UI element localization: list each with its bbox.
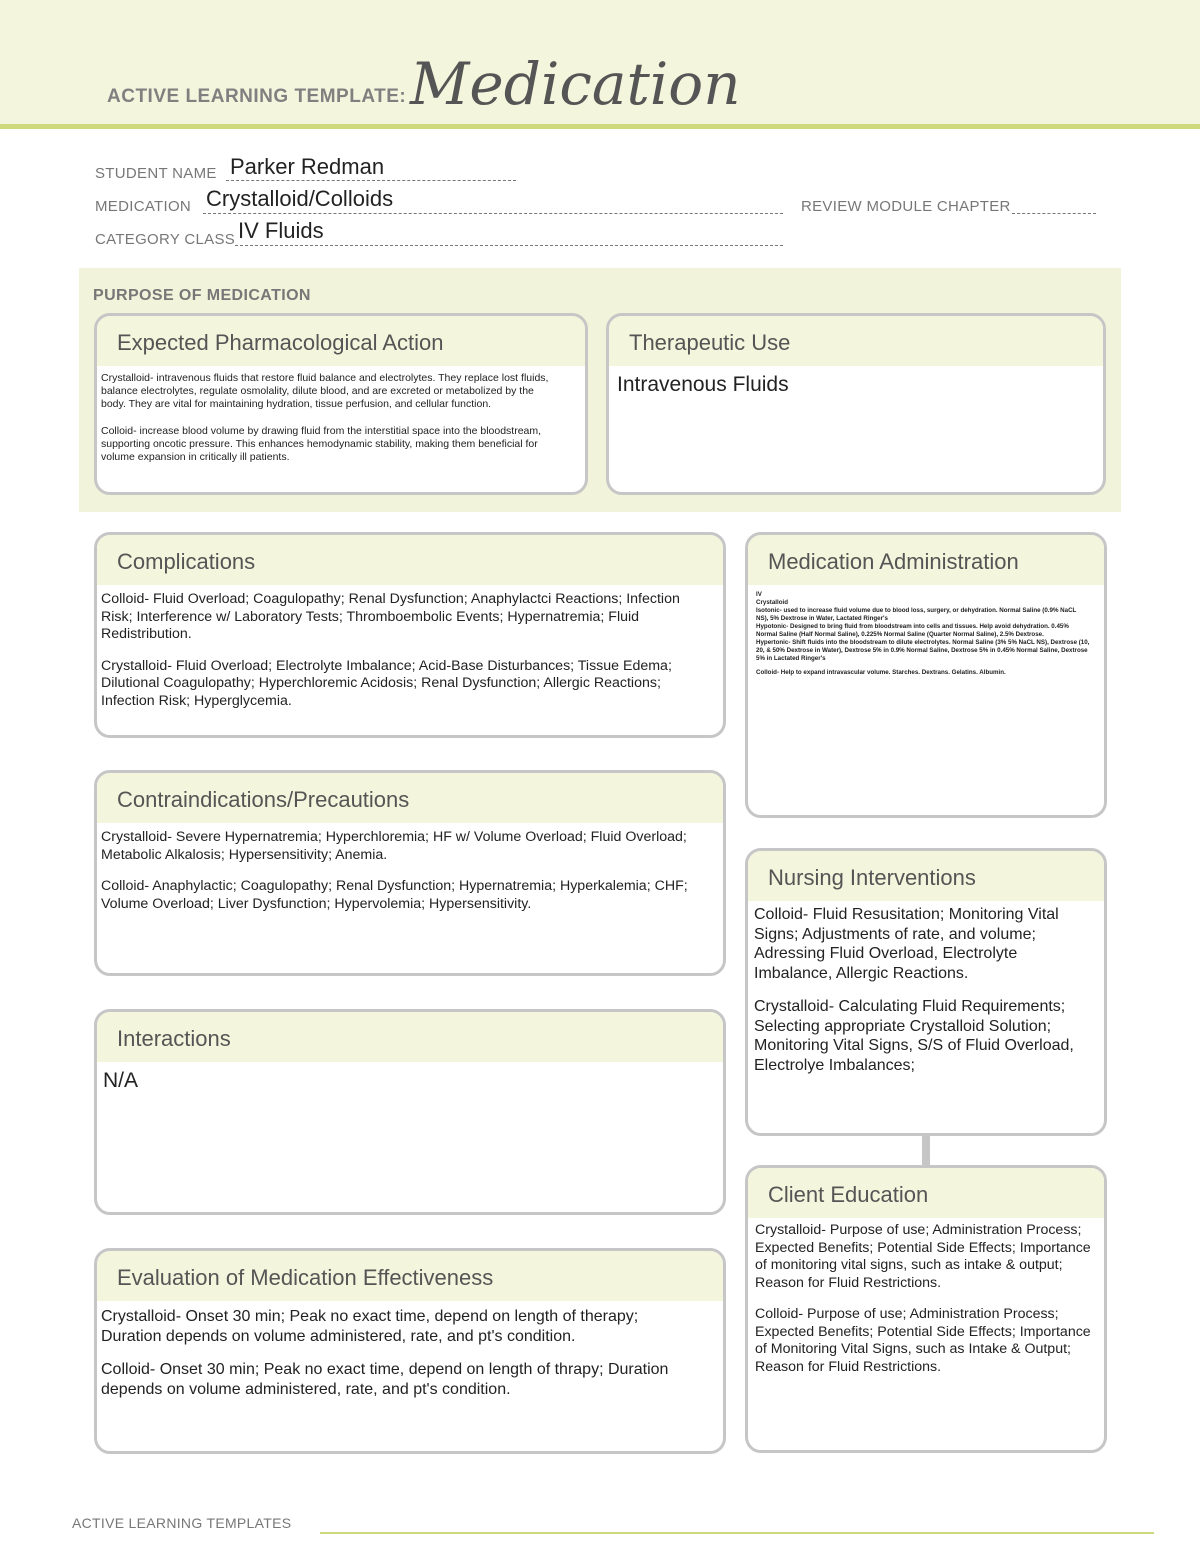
admin-hypotonic: Hypotonic- Designed to bring fluid from bloodstream into cells and tissues. Help avoid dehydration. 0.45% Normal Saline (Half Normal Saline), 0.225% Normal Saline (Quarter Normal Saline), 2.5% Dextrose. bbox=[756, 623, 1069, 638]
admin-crystalloid-heading: Crystalloid bbox=[756, 599, 788, 606]
nursing-interventions-header bbox=[748, 851, 1104, 901]
expected-action-body bbox=[97, 366, 585, 464]
complications-title: Complications bbox=[117, 549, 256, 574]
expected-action-colloid: Colloid- increase blood volume by drawing fluid from the interstitial space into the bloodstream, supporting oncotic pressure. This enhances hemodynamic stability, making them beneficial for volume expansion in critically ill patients. bbox=[101, 425, 542, 463]
connector-bar bbox=[922, 1135, 930, 1165]
medication-administration-body bbox=[748, 585, 1104, 677]
contraindications-box bbox=[94, 770, 726, 976]
expected-action-title: Expected Pharmacological Action bbox=[117, 330, 444, 355]
therapeutic-use-body bbox=[609, 366, 1103, 398]
complications-header bbox=[97, 535, 723, 585]
therapeutic-use-header bbox=[609, 316, 1103, 366]
student-name-line bbox=[226, 180, 516, 181]
interactions-header bbox=[97, 1012, 723, 1062]
admin-route: IV bbox=[756, 591, 762, 598]
expected-action-crystalloid: Crystalloid- intravenous fluids that restore fluid balance and electrolytes. They replace lost fluids, balance electrolytes, regulate osmolality, dilute blood, and are excreted or metabolized by the body. They are vital for maintaining hydration, tissue perfusion, and cellular function. bbox=[101, 372, 549, 410]
interactions-title: Interactions bbox=[117, 1026, 231, 1051]
expected-action-box bbox=[94, 313, 588, 495]
education-crystalloid: Crystalloid- Purpose of use; Administration Process; Expected Benefits; Potential Side Effects; Importance of monitoring vital signs, such as intake & output; Reason for Fluid Restrictions. bbox=[755, 1222, 1091, 1291]
education-colloid: Colloid- Purpose of use; Administration Process; Expected Benefits; Potential Side Effects; Importance of Monitoring Vital Signs, such as Intake & Output; Reason for Fluid Restrictions. bbox=[755, 1306, 1091, 1375]
interactions-text: N/A bbox=[103, 1069, 139, 1092]
contraindications-body bbox=[97, 823, 723, 913]
medication-field[interactable]: Crystalloid/Colloids bbox=[206, 186, 394, 211]
nursing-interventions-body bbox=[748, 901, 1104, 1075]
expected-action-header bbox=[97, 316, 585, 366]
evaluation-header bbox=[97, 1251, 723, 1301]
therapeutic-use-box bbox=[606, 313, 1106, 495]
evaluation-title: Evaluation of Medication Effectiveness bbox=[117, 1265, 494, 1290]
nursing-colloid: Colloid- Fluid Resusitation; Monitoring Vital Signs; Adjustments of rate, and volume; Adressing Fluid Overload, Electrolyte Imbalance, Allergic Reactions. bbox=[754, 906, 1059, 982]
client-education-body bbox=[748, 1218, 1104, 1376]
complications-body bbox=[97, 585, 723, 710]
purpose-label: PURPOSE OF MEDICATION bbox=[93, 287, 311, 304]
evaluation-colloid: Colloid- Onset 30 min; Peak no exact time, depend on length of thrapy; Duration depends on volume administered, rate, and pt's condition. bbox=[101, 1361, 669, 1398]
interactions-box bbox=[94, 1009, 726, 1215]
medication-line bbox=[203, 213, 783, 214]
therapeutic-use-text: Intravenous Fluids bbox=[617, 373, 789, 396]
page-title: Medication bbox=[410, 50, 741, 118]
contraindications-crystalloid: Crystalloid- Severe Hypernatremia; Hyperchloremia; HF w/ Volume Overload; Fluid Overload; Metabolic Alkalosis; Hypersensitivity; Anemia. bbox=[101, 829, 687, 863]
medication-administration-box bbox=[745, 532, 1107, 818]
complications-box bbox=[94, 532, 726, 738]
contraindications-colloid: Colloid- Anaphylactic; Coagulopathy; Renal Dysfunction; Hypernatremia; Hyperkalemia; CHF; Volume Overload; Liver Dysfunction; Hypervolemia; Hypersensitivity. bbox=[101, 878, 688, 912]
contraindications-header bbox=[97, 773, 723, 823]
medication-label: MEDICATION bbox=[95, 198, 192, 215]
nursing-interventions-box bbox=[745, 848, 1107, 1136]
admin-colloid: Colloid- Help to expand intravascular volume. Starches. Dextrans. Gelatins. Albumin. bbox=[756, 669, 1006, 676]
contraindications-title: Contraindications/Precautions bbox=[117, 787, 410, 812]
admin-hypertonic: Hypertonic- Shift fluids into the bloodstream to dilute electrolytes. Normal Saline (3% 5% NaCL NS), Dextrose (10, 20, & 50% Dextrose in Water), Dextrose 5% in 0.9% Normal Saline, Dextrose 5% in 0.45% Normal Saline, Dextrose 5% in Lactated Ringer's bbox=[756, 639, 1090, 662]
evaluation-crystalloid: Crystalloid- Onset 30 min; Peak no exact time, depend on length of therapy; Duration depends on volume administered, rate, and pt's condition. bbox=[101, 1308, 639, 1345]
therapeutic-use-title: Therapeutic Use bbox=[629, 330, 791, 355]
review-module-label: REVIEW MODULE CHAPTER bbox=[801, 198, 1011, 215]
evaluation-box bbox=[94, 1248, 726, 1454]
complications-colloid: Colloid- Fluid Overload; Coagulopathy; Renal Dysfunction; Anaphylactci Reactions; Infection Risk; Interference w/ Laboratory Tests; Thromboembolic Events; Hypernatremia; Fluid Redistribution. bbox=[101, 591, 680, 642]
client-education-header bbox=[748, 1168, 1104, 1218]
complications-crystalloid: Crystalloid- Fluid Overload; Electrolyte Imbalance; Acid-Base Disturbances; Tissue Edema; Dilutional Coagulopathy; Hyperchloremic Acidosis; Renal Dysfunction; Allergic Reactions; Infection Risk; Hyperglycemia. bbox=[101, 657, 672, 709]
footer-line bbox=[320, 1532, 1154, 1534]
nursing-interventions-title: Nursing Interventions bbox=[768, 865, 976, 890]
nursing-crystalloid: Crystalloid- Calculating Fluid Requirements; Selecting appropriate Crystalloid Solution; Monitoring Vital Signs, S/S of Fluid Overload, Electrolye Imbalances; bbox=[754, 998, 1074, 1074]
interactions-body bbox=[97, 1062, 723, 1094]
medication-administration-header bbox=[748, 535, 1104, 585]
admin-isotonic: Isotonic- used to increase fluid volume due to blood loss, surgery, or dehydration. Normal Saline (0.9% NaCL NS), 5% Dextrose in Water, Lactated Ringer's bbox=[756, 607, 1077, 622]
medication-administration-title: Medication Administration bbox=[768, 549, 1019, 574]
template-label: ACTIVE LEARNING TEMPLATE: bbox=[107, 86, 407, 107]
footer-label: ACTIVE LEARNING TEMPLATES bbox=[72, 1515, 292, 1531]
review-module-line bbox=[1012, 213, 1096, 214]
student-name-label: STUDENT NAME bbox=[95, 165, 217, 182]
category-class-line bbox=[235, 245, 783, 246]
category-class-label: CATEGORY CLASS bbox=[95, 231, 236, 248]
client-education-box bbox=[745, 1165, 1107, 1453]
category-class-field[interactable]: IV Fluids bbox=[238, 218, 324, 243]
student-name-field[interactable]: Parker Redman bbox=[230, 154, 385, 179]
evaluation-body bbox=[97, 1301, 723, 1399]
client-education-title: Client Education bbox=[768, 1182, 929, 1207]
